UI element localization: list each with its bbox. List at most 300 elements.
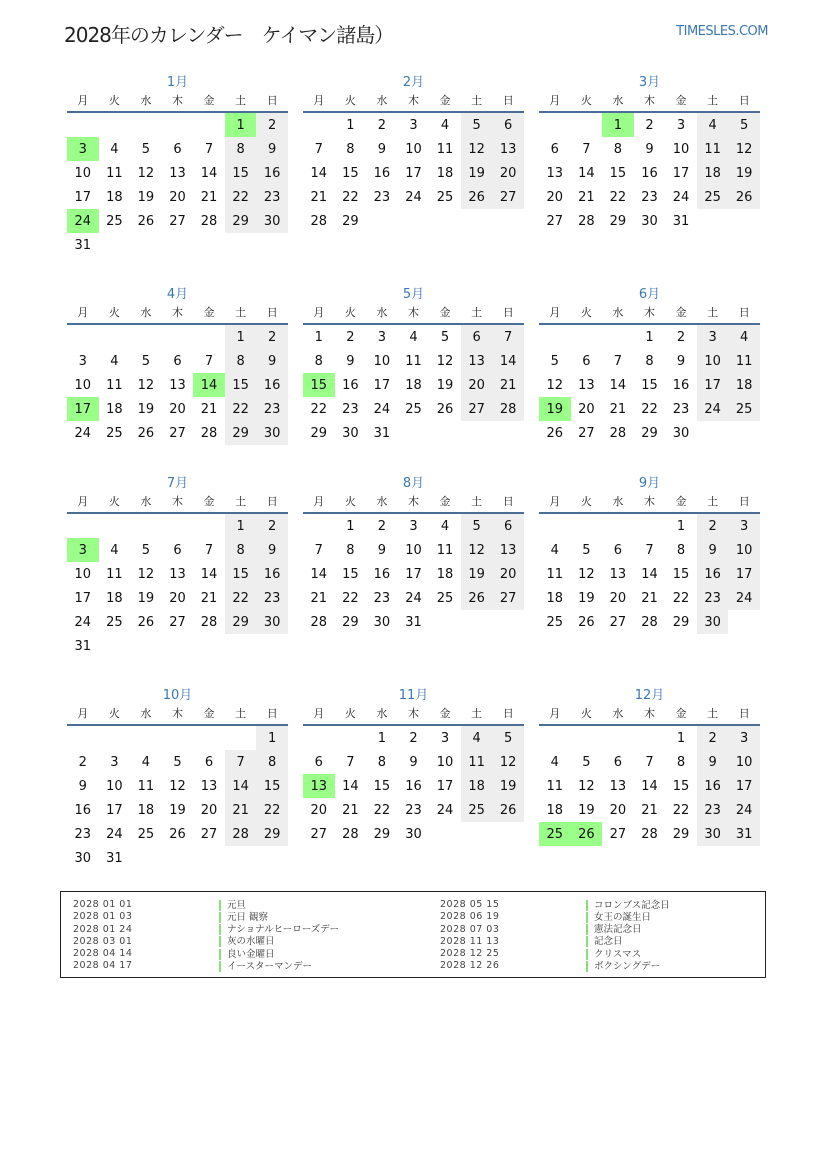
month-grid (303, 91, 524, 233)
day-cell: 12 (492, 750, 524, 774)
day-cell: 22 (609, 189, 627, 205)
month-grid (67, 303, 288, 445)
day-cell: 15 (256, 774, 288, 798)
month-name-label: 7月 (166, 476, 189, 491)
month-3 (539, 74, 760, 233)
week-row (67, 324, 288, 349)
day-cell: 10 (672, 141, 690, 157)
day-cell: 29 (225, 209, 257, 233)
day-cell: 15 (303, 373, 335, 397)
day-cell: 25 (106, 213, 123, 229)
day-cell: 22 (373, 802, 391, 818)
day-cell: 27 (169, 614, 186, 630)
day-cell: 22 (342, 590, 359, 606)
week-row (303, 750, 524, 774)
day-cell: 24 (728, 798, 760, 822)
empty-cell (303, 112, 335, 137)
weekday-header: 日 (492, 704, 524, 725)
day-cell: 10 (405, 141, 422, 157)
day-cell: 19 (137, 590, 155, 606)
day-cell: 23 (405, 802, 422, 818)
weekday-header: 木 (398, 91, 430, 112)
day-cell: 8 (225, 538, 257, 562)
weekday-header: 月 (539, 303, 571, 324)
day-cell: 22 (225, 185, 257, 209)
day-cell: 1 (676, 518, 686, 534)
day-cell: 8 (256, 750, 288, 774)
week-row (303, 586, 524, 610)
weekday-header: 金 (193, 303, 225, 324)
day-cell: 27 (169, 425, 186, 441)
week-row (67, 586, 288, 610)
weekday-header: 木 (398, 303, 430, 324)
weekday-header: 木 (634, 492, 666, 513)
weekday-header: 火 (571, 303, 603, 324)
weekday-header: 月 (303, 303, 335, 324)
week-row (67, 373, 288, 397)
week-row (539, 725, 760, 750)
empty-cell (130, 634, 162, 658)
weekday-header: 日 (728, 704, 760, 725)
week-row (539, 798, 760, 822)
day-cell: 14 (492, 349, 524, 373)
week-row (67, 209, 288, 233)
day-cell: 29 (672, 826, 690, 842)
day-cell: 15 (641, 377, 658, 393)
day-cell: 21 (492, 373, 524, 397)
month-name-label: 8月 (402, 476, 425, 491)
day-cell: 5 (141, 141, 151, 157)
day-cell: 13 (461, 349, 493, 373)
day-cell: 23 (697, 798, 729, 822)
day-cell: 10 (74, 377, 92, 393)
day-cell: 26 (492, 798, 524, 822)
week-row (539, 513, 760, 538)
day-cell: 30 (672, 425, 690, 441)
day-cell: 15 (342, 165, 359, 181)
month-4 (67, 286, 288, 445)
day-cell: 29 (641, 425, 658, 441)
day-cell: 2 (78, 754, 87, 770)
day-cell: 13 (303, 774, 335, 798)
weekday-header: 木 (398, 492, 430, 513)
day-cell: 3 (676, 117, 686, 133)
day-cell: 10 (74, 165, 92, 181)
weekday-header: 水 (366, 704, 398, 725)
day-cell: 7 (314, 542, 323, 558)
day-cell: 31 (728, 822, 760, 846)
week-row (539, 161, 760, 185)
day-cell: 2 (676, 329, 686, 345)
weekday-header: 火 (99, 492, 131, 513)
day-cell: 11 (106, 377, 123, 393)
week-row (67, 822, 288, 846)
day-cell: 8 (225, 349, 257, 373)
day-cell: 12 (137, 566, 155, 582)
weekday-header: 木 (634, 303, 666, 324)
day-cell: 28 (200, 614, 218, 630)
day-cell: 10 (373, 353, 391, 369)
empty-cell (492, 421, 524, 445)
week-row (67, 112, 288, 137)
day-cell: 12 (578, 778, 595, 794)
empty-cell (398, 209, 430, 233)
day-cell: 9 (409, 754, 418, 770)
day-cell: 30 (697, 822, 729, 846)
day-cell: 12 (461, 137, 493, 161)
day-cell: 3 (377, 329, 387, 345)
day-cell: 16 (697, 562, 729, 586)
day-cell: 17 (728, 774, 760, 798)
week-row (67, 846, 288, 870)
day-cell: 7 (204, 542, 214, 558)
day-cell: 6 (613, 542, 623, 558)
weekday-header: 月 (539, 492, 571, 513)
month-name (539, 74, 760, 91)
day-cell: 24 (405, 189, 422, 205)
day-cell: 16 (256, 161, 288, 185)
weekday-header: 火 (571, 704, 603, 725)
month-name (539, 475, 760, 492)
month-name (539, 687, 760, 704)
week-row (303, 185, 524, 209)
day-cell: 17 (373, 377, 391, 393)
weekday-header: 水 (130, 704, 162, 725)
day-cell: 25 (106, 614, 123, 630)
weekday-header: 火 (335, 91, 367, 112)
day-cell: 27 (492, 185, 524, 209)
empty-cell (303, 725, 335, 750)
empty-cell (366, 209, 398, 233)
day-cell: 21 (609, 401, 627, 417)
holiday-date: 2028 04 17 (73, 960, 133, 972)
month-name (303, 74, 524, 91)
empty-cell (461, 421, 493, 445)
day-cell: 13 (609, 566, 627, 582)
day-cell: 16 (373, 165, 391, 181)
day-cell: 29 (609, 213, 627, 229)
week-row (303, 161, 524, 185)
day-cell: 1 (225, 324, 257, 349)
empty-cell (162, 725, 194, 750)
weekday-header: 土 (697, 91, 729, 112)
day-cell: 4 (440, 117, 450, 133)
weekday-header: 土 (461, 492, 493, 513)
empty-cell (539, 324, 571, 349)
weekday-header: 水 (366, 303, 398, 324)
weekday-header: 土 (225, 91, 257, 112)
day-cell: 8 (346, 141, 355, 157)
day-cell: 22 (672, 590, 690, 606)
holiday-date: 2028 04 14 (73, 948, 133, 960)
day-cell: 17 (697, 373, 729, 397)
site-logo[interactable]: TIMESLES.COM (676, 24, 768, 39)
day-cell: 16 (373, 566, 391, 582)
day-cell: 25 (137, 826, 155, 842)
day-cell: 2 (256, 324, 288, 349)
day-cell: 24 (74, 425, 92, 441)
day-cell: 10 (106, 778, 123, 794)
weekday-header: 水 (366, 492, 398, 513)
day-cell: 12 (546, 377, 564, 393)
day-cell: 9 (78, 778, 87, 794)
weekday-header: 火 (99, 303, 131, 324)
holiday-name: コロンブス記念日 (586, 900, 670, 911)
day-cell: 2 (377, 117, 387, 133)
weekday-header: 木 (162, 492, 194, 513)
day-cell: 22 (672, 802, 690, 818)
day-cell: 6 (204, 754, 214, 770)
day-cell: 27 (609, 826, 627, 842)
day-cell: 25 (461, 798, 493, 822)
week-row (67, 137, 288, 161)
week-row (539, 562, 760, 586)
weekday-header: 金 (429, 704, 461, 725)
weekday-header: 水 (130, 492, 162, 513)
day-cell: 13 (546, 165, 564, 181)
holiday-date: 2028 05 15 (440, 899, 500, 910)
weekday-header: 金 (665, 492, 697, 513)
day-cell: 9 (256, 349, 288, 373)
week-row (67, 538, 288, 562)
day-cell: 14 (609, 377, 627, 393)
weekday-header: 火 (571, 91, 603, 112)
empty-cell (225, 634, 257, 658)
weekday-header: 火 (99, 704, 131, 725)
week-row (303, 373, 524, 397)
day-cell: 11 (137, 778, 155, 794)
day-cell: 15 (672, 778, 690, 794)
month-grid (539, 492, 760, 634)
day-cell: 31 (74, 638, 92, 654)
day-cell: 15 (225, 161, 257, 185)
day-cell: 16 (405, 778, 422, 794)
day-cell: 11 (728, 349, 760, 373)
day-cell: 7 (346, 754, 355, 770)
week-row (303, 209, 524, 233)
day-cell: 3 (67, 538, 99, 562)
day-cell: 26 (137, 213, 155, 229)
empty-cell (130, 233, 162, 257)
day-cell: 1 (602, 112, 634, 137)
weekday-header: 月 (67, 704, 99, 725)
day-cell: 30 (342, 425, 359, 441)
day-cell: 11 (106, 165, 123, 181)
week-row (539, 538, 760, 562)
day-cell: 22 (342, 189, 359, 205)
day-cell: 8 (314, 353, 323, 369)
holiday-name: 記念日 (586, 936, 623, 947)
holiday-name: 元日 観察 (219, 912, 268, 923)
day-cell: 13 (609, 778, 627, 794)
day-cell: 2 (256, 513, 288, 538)
day-cell: 30 (74, 850, 92, 866)
empty-cell (492, 822, 524, 846)
month-11 (303, 687, 524, 846)
weekday-header: 土 (697, 303, 729, 324)
day-cell: 23 (697, 586, 729, 610)
week-row (67, 349, 288, 373)
empty-cell (99, 634, 131, 658)
month-name (67, 475, 288, 492)
day-cell: 20 (310, 802, 328, 818)
day-cell: 23 (256, 586, 288, 610)
empty-cell (602, 324, 634, 349)
day-cell: 28 (578, 213, 595, 229)
weekday-header: 月 (67, 303, 99, 324)
empty-cell (697, 421, 729, 445)
day-cell: 19 (539, 397, 571, 421)
day-cell: 1 (225, 513, 257, 538)
day-cell: 24 (728, 586, 760, 610)
day-cell: 10 (74, 566, 92, 582)
day-cell: 13 (200, 778, 218, 794)
empty-cell (492, 610, 524, 634)
weekday-header: 火 (335, 492, 367, 513)
day-cell: 9 (346, 353, 355, 369)
empty-cell (99, 725, 131, 750)
month-name-label: 6月 (638, 287, 661, 302)
weekday-header: 水 (602, 704, 634, 725)
empty-cell (571, 112, 603, 137)
day-cell: 16 (697, 774, 729, 798)
day-cell: 28 (641, 826, 658, 842)
day-cell: 7 (204, 353, 214, 369)
day-cell: 18 (436, 165, 454, 181)
day-cell: 25 (106, 425, 123, 441)
day-cell: 24 (106, 826, 123, 842)
month-grid (303, 492, 524, 634)
day-cell: 25 (436, 590, 454, 606)
weekday-header: 月 (539, 91, 571, 112)
day-cell: 4 (141, 754, 151, 770)
empty-cell (634, 513, 666, 538)
day-cell: 25 (728, 397, 760, 421)
weekday-header: 日 (728, 303, 760, 324)
day-cell: 8 (676, 542, 686, 558)
holiday-date: 2028 01 03 (73, 911, 133, 923)
day-cell: 7 (582, 141, 591, 157)
weekday-header: 土 (225, 492, 257, 513)
day-cell: 13 (169, 566, 186, 582)
holiday-name: クリスマス (586, 949, 641, 960)
empty-cell (162, 513, 194, 538)
day-cell: 18 (106, 401, 123, 417)
day-cell: 25 (405, 401, 422, 417)
empty-cell (461, 822, 493, 846)
month-2 (303, 74, 524, 233)
month-name-label: 12月 (634, 688, 665, 703)
empty-cell (162, 846, 194, 870)
day-cell: 14 (641, 566, 658, 582)
day-cell: 10 (728, 750, 760, 774)
day-cell: 5 (141, 353, 151, 369)
day-cell: 6 (173, 542, 182, 558)
week-row (67, 513, 288, 538)
day-cell: 15 (609, 165, 627, 181)
weekday-header: 土 (697, 492, 729, 513)
week-row (303, 538, 524, 562)
day-cell: 4 (440, 518, 450, 534)
day-cell: 24 (436, 802, 454, 818)
weekday-header: 月 (539, 704, 571, 725)
weekday-header: 土 (225, 303, 257, 324)
day-cell: 16 (672, 377, 690, 393)
week-row (303, 798, 524, 822)
day-cell: 29 (373, 826, 391, 842)
week-row (539, 324, 760, 349)
day-cell: 28 (342, 826, 359, 842)
month-1 (67, 74, 288, 257)
day-cell: 27 (200, 826, 218, 842)
day-cell: 11 (106, 566, 123, 582)
weekday-header: 水 (602, 303, 634, 324)
day-cell: 14 (200, 165, 218, 181)
day-cell: 23 (74, 826, 92, 842)
empty-cell (67, 112, 99, 137)
day-cell: 20 (492, 562, 524, 586)
empty-cell (162, 233, 194, 257)
day-cell: 17 (672, 165, 690, 181)
day-cell: 24 (672, 189, 690, 205)
weekday-header: 金 (193, 704, 225, 725)
day-cell: 21 (200, 590, 218, 606)
day-cell: 23 (373, 590, 391, 606)
empty-cell (67, 725, 99, 750)
day-cell: 12 (169, 778, 186, 794)
day-cell: 7 (645, 542, 654, 558)
week-row (67, 161, 288, 185)
day-cell: 28 (492, 397, 524, 421)
day-cell: 12 (728, 137, 760, 161)
day-cell: 12 (461, 538, 493, 562)
day-cell: 1 (377, 730, 387, 746)
day-cell: 25 (539, 822, 571, 846)
day-cell: 31 (405, 614, 422, 630)
weekday-header: 日 (728, 492, 760, 513)
day-cell: 21 (310, 590, 328, 606)
day-cell: 28 (200, 425, 218, 441)
day-cell: 20 (169, 189, 186, 205)
day-cell: 14 (310, 165, 328, 181)
day-cell: 6 (461, 324, 493, 349)
day-cell: 5 (728, 112, 760, 137)
day-cell: 27 (461, 397, 493, 421)
day-cell: 2 (645, 117, 654, 133)
day-cell: 22 (225, 586, 257, 610)
month-name (539, 286, 760, 303)
week-row (67, 233, 288, 257)
day-cell: 8 (676, 754, 686, 770)
day-cell: 1 (225, 112, 257, 137)
weekday-header: 日 (256, 704, 288, 725)
holiday-name: 女王の誕生日 (586, 912, 651, 923)
day-cell: 3 (728, 725, 760, 750)
empty-cell (728, 209, 760, 233)
day-cell: 23 (373, 189, 391, 205)
week-row (303, 137, 524, 161)
day-cell: 6 (492, 513, 524, 538)
holiday-name: ナショナルヒーローズデー (219, 924, 339, 935)
day-cell: 12 (436, 353, 454, 369)
month-8 (303, 475, 524, 634)
month-name-label: 3月 (638, 75, 661, 90)
day-cell: 19 (578, 802, 595, 818)
week-row (539, 373, 760, 397)
day-cell: 16 (641, 165, 658, 181)
empty-cell (602, 725, 634, 750)
empty-cell (539, 513, 571, 538)
